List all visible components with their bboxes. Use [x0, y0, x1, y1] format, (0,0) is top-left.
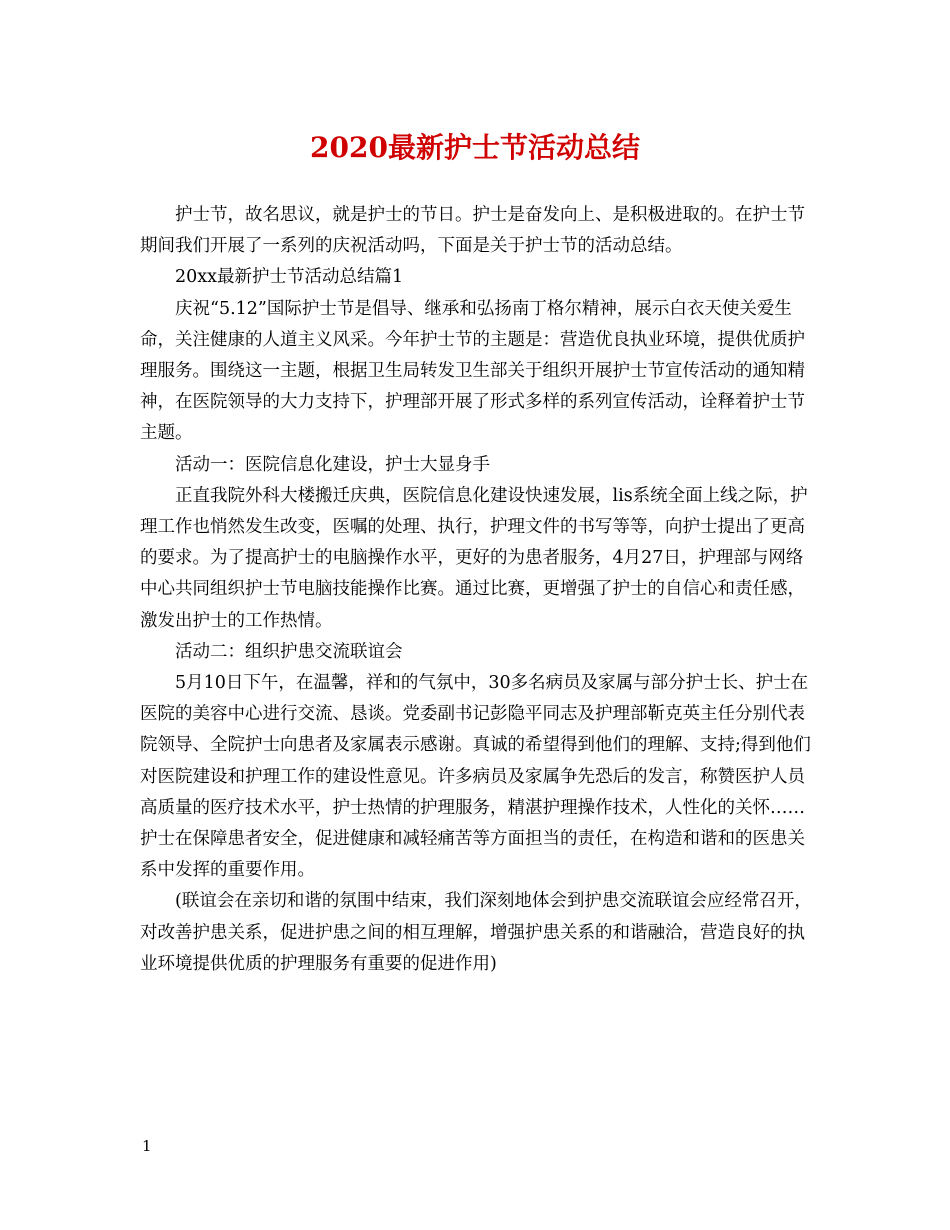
- page-number: 1: [142, 1137, 152, 1155]
- paragraph-activity-two: 5月10日下午，在温馨，祥和的气氛中，30多名病员及家属与部分护士长、护士在医院的美容中心进行交流、恳谈。党委副书记彭隐平同志及护理部靳克英主任分别代表院领导、全院护士向患者及家属表示感谢。真诚的希望得到他们的理解、支持;得到他们对医院建设和护理工作的建设性意见。许多病员及家属争先恐后的发言，称赞医护人员高质量的医疗技术水平，护士热情的护理服务，精湛护理操作技术，人性化的关怀……护士在保障患者安全，促进健康和减轻痛苦等方面担当的责任，在构造和谐和的医患关系中发挥的重要作用。: [140, 673, 811, 881]
- paragraph-activity-one: 正直我院外科大楼搬迁庆典，医院信息化建设快速发展，lis系统全面上线之际，护理工作也悄然发生改变，医嘱的处理、执行，护理文件的书写等等，向护士提出了更高的要求。为了提高护士的电脑操作水平，更好的为患者服务，4月27日，护理部与网络中心共同组织护士节电脑技能操作比赛。通过比赛，更增强了护士的自信心和责任感，激发出护士的工作热情。: [140, 485, 808, 631]
- activity-one-heading: 活动一：医院信息化建设，护士大显身手: [175, 454, 490, 475]
- paragraph-conclusion: (联谊会在亲切和谐的氛围中结束，我们深刻地体会到护患交流联谊会应经常召开，对改善护患关系，促进护患之间的相互理解，增强护患关系的和谐融洽，营造良好的执业环境提供优质的护理服务有重要的促进作用): [140, 891, 812, 974]
- document-title: 2020最新护士节活动总结: [310, 131, 640, 164]
- paragraph-intro: 护士节，故名思议，就是护士的节日。护士是奋发向上、是积极进取的。在护士节期间我们开展了一系列的庆祝活动吗，下面是关于护士节的活动总结。: [140, 205, 805, 257]
- paragraph-celebration: 庆祝“5.12”国际护士节是倡导、继承和弘扬南丁格尔精神，展示白衣天使关爱生命，关注健康的人道主义风采。今年护士节的主题是：营造优良执业环境，提供优质护理服务。围绕这一主题，根据卫生局转发卫生部关于组织开展护士节宣传活动的通知精神，在医院领导的大力支持下，护理部开展了形式多样的系列宣传活动，诠释着护士节主题。: [140, 298, 805, 444]
- section-heading-part1: 20xx最新护士节活动总结篇1: [175, 267, 404, 288]
- document-body: [140, 200, 812, 980]
- activity-two-heading: 活动二：组织护患交流联谊会: [175, 641, 403, 662]
